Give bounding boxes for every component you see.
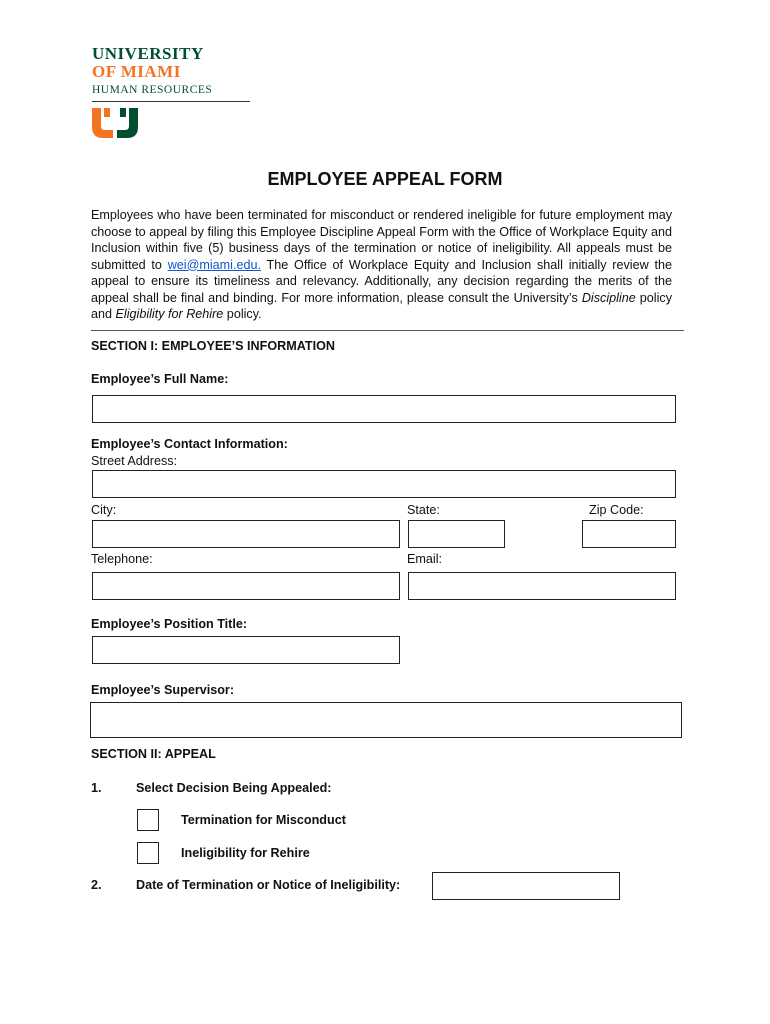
form-title: EMPLOYEE APPEAL FORM xyxy=(267,169,503,189)
intro-text-2: The Office of Workplace Equity and Inclusion shall initially review the appeal to ensure its timeliness and relevancy. Additionally, any decision regarding the merits of the appeal shall be final and binding. For more information, please consult the University’s xyxy=(91,257,672,305)
termination-date-field[interactable] xyxy=(432,872,620,900)
email-field[interactable] xyxy=(408,572,676,600)
supervisor-field[interactable] xyxy=(90,702,682,738)
intro-text-3: policy and xyxy=(91,290,672,321)
ineligibility-checkbox[interactable] xyxy=(137,842,159,864)
state-field[interactable] xyxy=(408,520,505,548)
street-label: Street Address: xyxy=(91,454,178,468)
supervisor-label: Employee’s Supervisor: xyxy=(91,683,235,697)
email-link[interactable]: wei@miami.edu. xyxy=(167,257,261,272)
intro-text-4: policy. xyxy=(223,307,262,321)
q1-label: Select Decision Being Appealed: xyxy=(136,781,332,795)
telephone-field[interactable] xyxy=(92,572,400,600)
email-label: Email: xyxy=(407,552,442,566)
ineligibility-option-label: Ineligibility for Rehire xyxy=(181,846,310,860)
position-title-field[interactable] xyxy=(92,636,400,664)
city-label: City: xyxy=(91,503,117,517)
q2-number: 2. xyxy=(91,878,102,892)
section1-heading: SECTION I: EMPLOYEE’S INFORMATION xyxy=(91,339,335,353)
u-logo-icon xyxy=(92,108,138,138)
rehire-policy: Eligibility for Rehire xyxy=(115,307,224,321)
section2-heading: SECTION II: APPEAL xyxy=(91,747,216,761)
logo-human-resources: HUMAN RESOURCES xyxy=(92,84,213,96)
zip-label: Zip Code: xyxy=(589,503,644,517)
discipline-policy: Discipline xyxy=(581,290,636,305)
q1-number: 1. xyxy=(91,781,102,795)
city-field[interactable] xyxy=(92,520,400,548)
state-label: State: xyxy=(407,503,440,517)
contact-label: Employee’s Contact Information: xyxy=(91,437,288,451)
q2-label: Date of Termination or Notice of Ineligibility: xyxy=(136,878,401,892)
telephone-label: Telephone: xyxy=(91,552,153,566)
termination-checkbox[interactable] xyxy=(137,809,159,831)
intro-paragraph xyxy=(91,207,672,323)
street-address-field[interactable] xyxy=(92,470,676,498)
logo-university: UNIVERSITY xyxy=(92,44,204,63)
logo-divider xyxy=(92,101,250,102)
full-name-label: Employee’s Full Name: xyxy=(91,372,229,386)
logo-of-miami: OF MIAMI xyxy=(92,62,181,81)
zip-field[interactable] xyxy=(582,520,676,548)
intro-text-1: Employees who have been terminated for misconduct or rendered ineligible for future employment may choose to appeal by filing this Employee Discipline Appeal Form with the Office of Workplace Equity and Inclusion within five (5) business days of the termination or notice of ineligibility. All appeals must be submitted to xyxy=(91,208,672,272)
full-name-field[interactable] xyxy=(92,395,676,423)
section-divider xyxy=(91,330,684,331)
position-label: Employee’s Position Title: xyxy=(91,617,248,631)
termination-option-label: Termination for Misconduct xyxy=(181,813,346,827)
